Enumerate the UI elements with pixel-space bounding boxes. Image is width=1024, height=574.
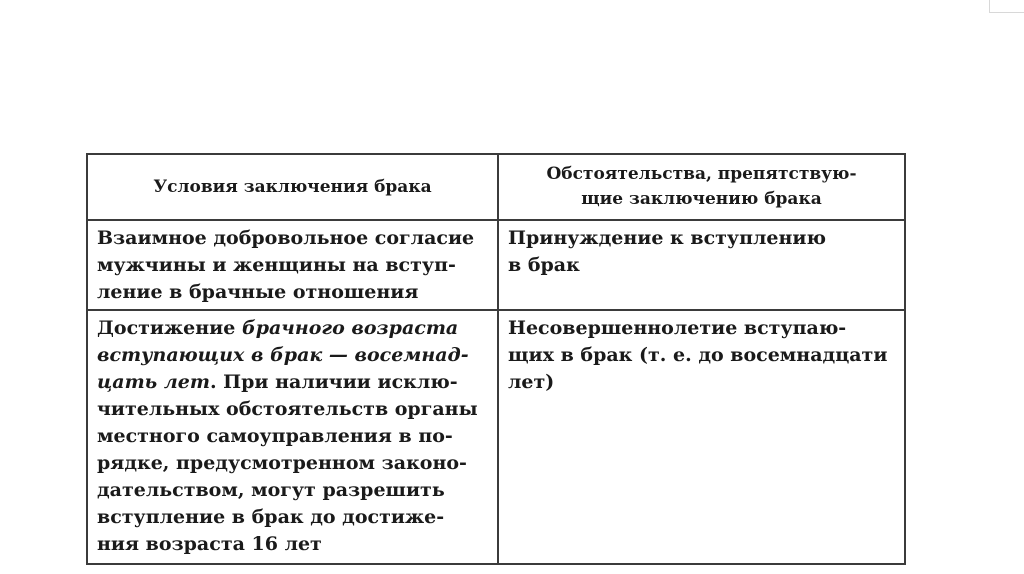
cell-minority bbox=[498, 310, 904, 563]
header-obstacles bbox=[498, 155, 904, 220]
header-obstacles-line: Обстоятельства, препятствую- bbox=[546, 164, 857, 184]
text-line: ление в брачные отношения bbox=[97, 281, 419, 303]
table bbox=[88, 155, 904, 563]
text-line bbox=[97, 369, 489, 396]
table-row bbox=[88, 310, 904, 563]
text-line: щих в брак (т. е. до восемнадцати bbox=[508, 344, 888, 366]
cell-consent bbox=[88, 220, 498, 310]
table-header-row bbox=[88, 155, 904, 220]
text-italic: брачного возраста bbox=[241, 317, 459, 339]
header-conditions-text: Условия заключения брака bbox=[153, 176, 432, 197]
text-line: чительных обстоятельств органы bbox=[97, 398, 478, 420]
text-plain: . При наличии исклю- bbox=[209, 371, 458, 393]
text-line: вступление в брак до достиже- bbox=[97, 506, 445, 528]
text-plain: Достижение bbox=[97, 317, 242, 339]
marriage-conditions-table bbox=[86, 153, 906, 565]
text-line: мужчины и женщины на вступ- bbox=[97, 254, 456, 276]
cell-coercion bbox=[498, 220, 904, 310]
header-obstacles-text bbox=[499, 162, 904, 212]
text-italic: цать лет bbox=[97, 371, 210, 393]
table-row bbox=[88, 220, 904, 310]
text-line: Взаимное добровольное согласие bbox=[97, 227, 475, 249]
text-line: дательством, могут разрешить bbox=[97, 479, 445, 501]
text-line: лет) bbox=[508, 371, 555, 393]
text-line bbox=[97, 315, 489, 342]
text-line: вступающих в брак — восемнад- bbox=[97, 344, 469, 366]
text-line: Несовершеннолетие вступаю- bbox=[508, 317, 847, 339]
header-obstacles-line: щие заключению брака bbox=[581, 189, 822, 209]
text-line: местного самоуправления в по- bbox=[97, 425, 453, 447]
text-line: Принуждение к вступлению bbox=[508, 227, 826, 249]
text-line: рядке, предусмотренном законо- bbox=[97, 452, 467, 474]
header-conditions bbox=[88, 155, 498, 220]
cell-marriage-age bbox=[88, 310, 498, 563]
text-line: ния возраста 16 лет bbox=[97, 533, 322, 555]
corner-decoration bbox=[989, 0, 1024, 13]
text-line: в брак bbox=[508, 254, 580, 276]
